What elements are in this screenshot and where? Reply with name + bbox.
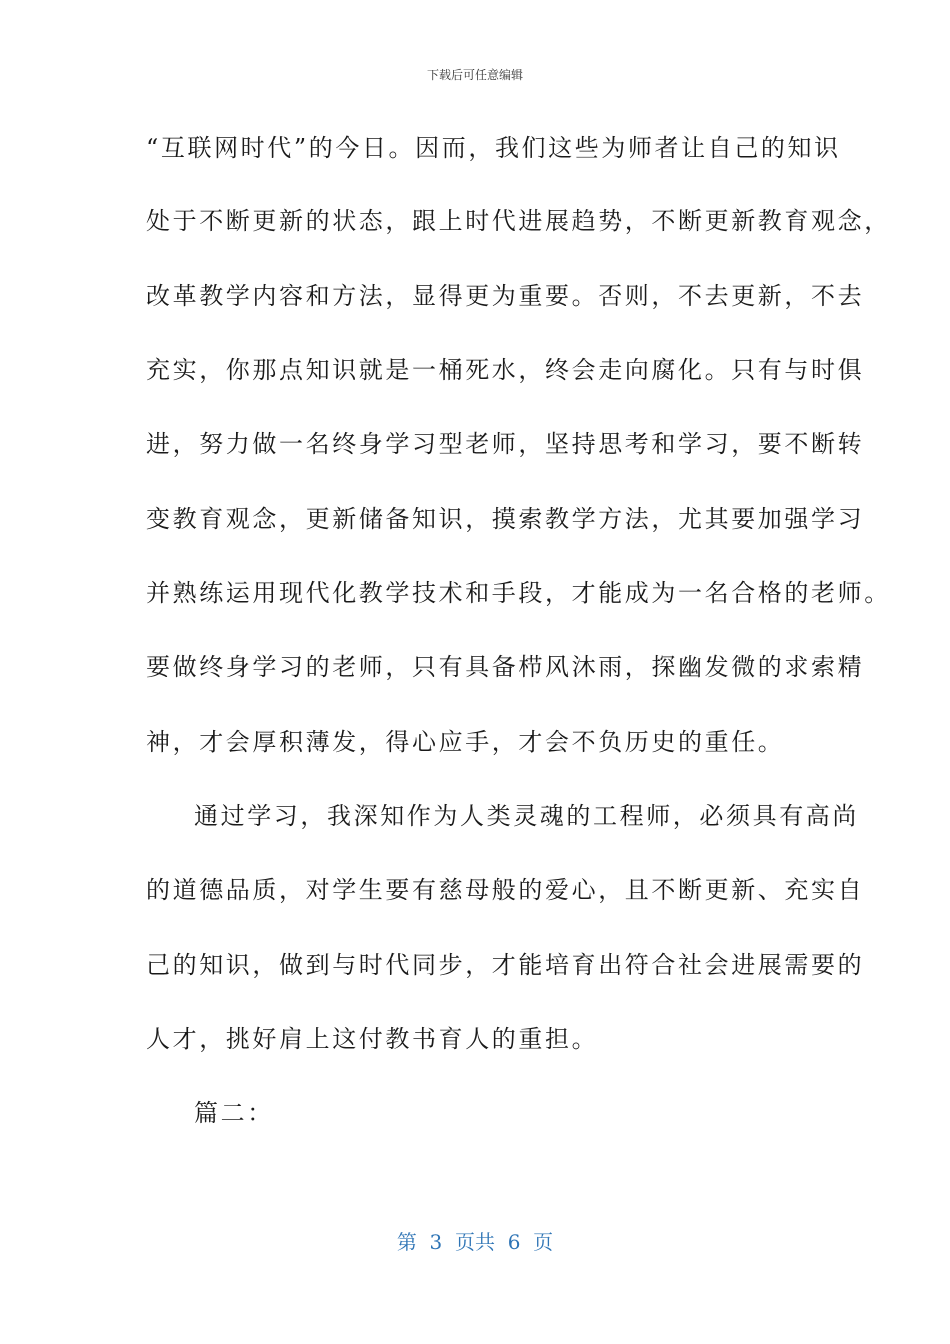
paragraph-line: 进，努力做一名终身学习型老师，坚持思考和学习，要不断转 <box>146 430 865 458</box>
paragraph-line: 的道德品质，对学生要有慈母般的爱心，且不断更新、充实自 <box>146 876 865 904</box>
paragraph-line: 并熟练运用现代化教学技术和手段，才能成为一名合格的老师。 <box>146 579 891 607</box>
paragraph-line: 通过学习，我深知作为人类灵魂的工程师，必须具有高尚 <box>194 802 859 830</box>
paragraph-line: 充实，你那点知识就是一桶死水，终会走向腐化。只有与时俱 <box>146 356 865 384</box>
paragraph-line: 改革教学内容和方法，显得更为重要。否则，不去更新，不去 <box>146 282 865 310</box>
page-number: 第 3 页共 6 页 <box>396 1230 554 1254</box>
paragraph-line: 变教育观念，更新储备知识，摸索教学方法，尤其要加强学习 <box>146 505 865 533</box>
paragraph-line: 己的知识，做到与时代同步，才能培育出符合社会进展需要的 <box>146 951 865 979</box>
paragraph-line: “互联网时代”的今日。因而，我们这些为师者让自己的知识 <box>146 134 841 162</box>
paragraph-line: 处于不断更新的状态，跟上时代进展趋势，不断更新教育观念， <box>146 207 891 235</box>
paragraph-line: 人才，挑好肩上这付教书育人的重担。 <box>146 1025 599 1053</box>
paragraph-line: 神，才会厚积薄发，得心应手，才会不负历史的重任。 <box>146 728 785 756</box>
paragraph-line: 要做终身学习的老师，只有具备栉风沐雨，探幽发微的求索精 <box>146 653 865 681</box>
header-note: 下载后可任意编辑 <box>426 68 523 82</box>
section-heading: 篇二： <box>194 1099 274 1127</box>
